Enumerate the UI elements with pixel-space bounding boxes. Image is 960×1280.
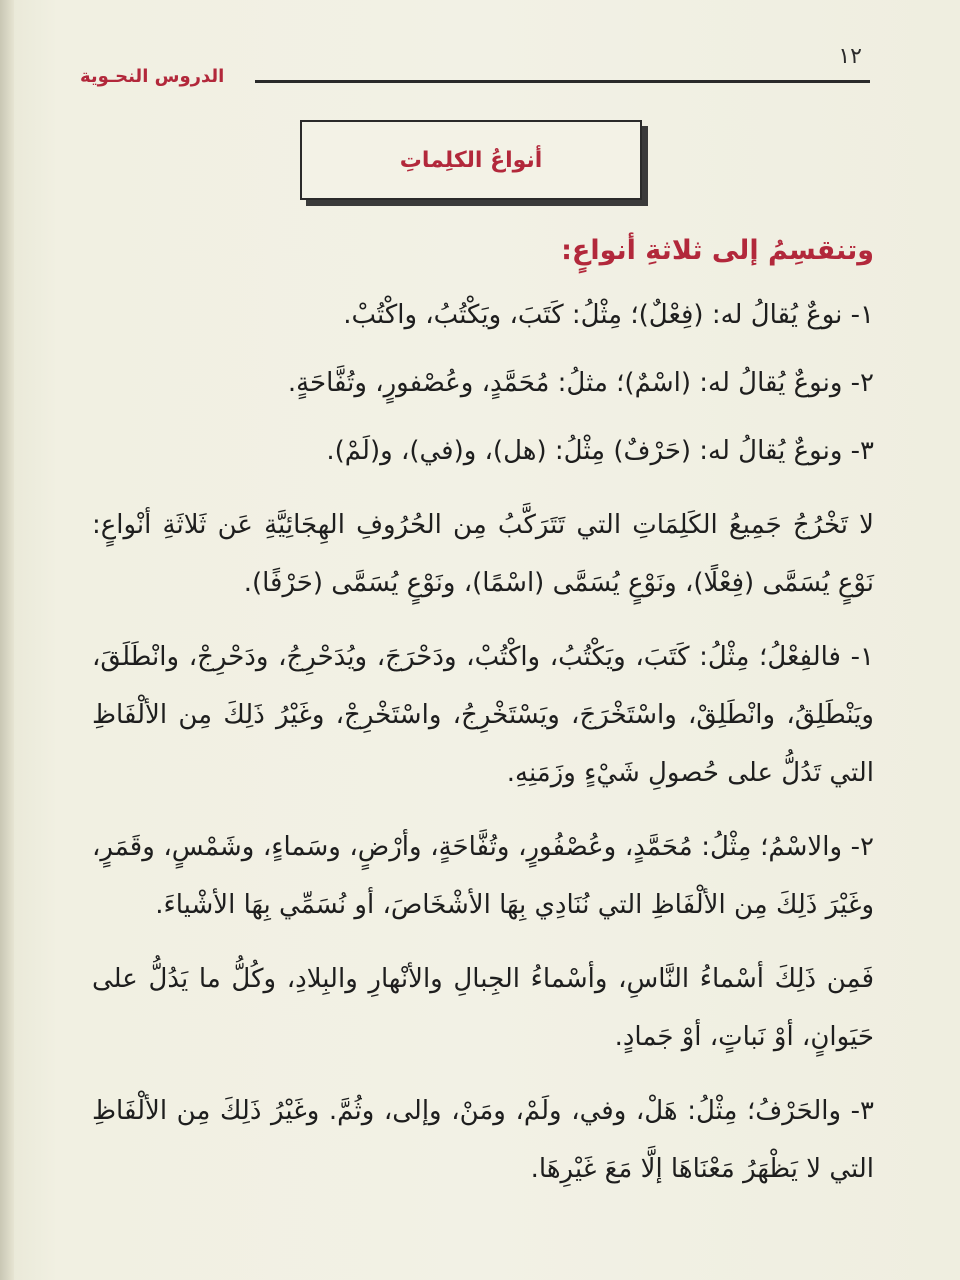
header-rule [255, 80, 870, 83]
page-header [80, 40, 870, 100]
page-gutter [0, 0, 14, 1280]
section-subheading: وتنقسِمُ إلى ثلاثةِ أنواعٍ: [561, 235, 874, 266]
section-title-box [300, 120, 642, 200]
paragraph-1: ١- نوعٌ يُقالُ له: (فِعْلٌ)؛ مِثْلُ: كَتَبَ، ويَكْتُبُ، واكْتُبْ. [343, 300, 874, 330]
paragraph-6: ٢- والاسْمُ؛ مِثْلُ: مُحَمَّدٍ، وعُصْفُورٍ، وتُفَّاحَةٍ، وأرْضٍ، وسَماءٍ، وشَمْسٍ، وقَمَرٍ، وغَيْرَ ذَلِكَ مِن الألْفَاظِ التي نُنَادِي بِهَا الأشْخَاصَ، أو نُسَمِّي بِهَا الأشْياءَ. [92, 832, 874, 920]
page-body [92, 222, 874, 1208]
paragraph-7: فَمِن ذَلِكَ أسْماءُ النَّاسِ، وأسْماءُ الجِبالِ والأنْهارِ والبِلادِ، وكُلُّ ما يَدُلُّ على حَيَوانٍ، أوْ نَباتٍ، أوْ جَمادٍ. [92, 964, 874, 1052]
paragraph-4: لا تَخْرُجُ جَمِيعُ الكَلِمَاتِ التي تَتَرَكَّبُ مِن الحُرُوفِ الهِجَائِيَّةِ عَن ثَلاثَةِ أنْواعٍ: نَوْعٍ يُسَمَّى (فِعْلًا)، ونَوْعٍ يُسَمَّى (اسْمًا)، ونَوْعٍ يُسَمَّى (حَرْفًا). [92, 510, 874, 598]
running-title: الدروس النحـوية [80, 66, 225, 87]
paragraph-5: ١- فالفِعْلُ؛ مِثْلُ: كَتَبَ، ويَكْتُبُ، واكْتُبْ، ودَحْرَجَ، ويُدَحْرِجُ، ودَحْرِجْ، وانْطَلَقَ، ويَنْطَلِقُ، وانْطَلِقْ، واسْتَخْرَجَ، ويَسْتَخْرِجُ، واسْتَخْرِجْ، وغَيْرُ ذَلِكَ مِن الألْفَاظِ التي تَدُلُّ على حُصولِ شَيْءٍ وزَمَنِهِ. [92, 642, 874, 788]
section-title: أنواعُ الكلِماتِ [399, 147, 543, 173]
paragraph-3: ٣- ونوعٌ يُقالُ له: (حَرْفٌ) مِثْلُ: (هل)، و(في)، و(لَمْ). [326, 436, 874, 466]
paragraph-8: ٣- والحَرْفُ؛ مِثْلُ: هَلْ، وفي، ولَمْ، ومَنْ، وإلى، وثُمَّ. وغَيْرُ ذَلِكَ مِن الألْفَاظِ التي لا يَظْهَرُ مَعْنَاهَا إلَّا مَعَ غَيْرِهَا. [92, 1096, 874, 1184]
page-number: ١٢ [838, 44, 862, 69]
paragraph-2: ٢- ونوعٌ يُقالُ له: (اسْمٌ)؛ مثلُ: مُحَمَّدٍ، وعُصْفورٍ، وتُفَّاحَةٍ. [287, 368, 874, 398]
